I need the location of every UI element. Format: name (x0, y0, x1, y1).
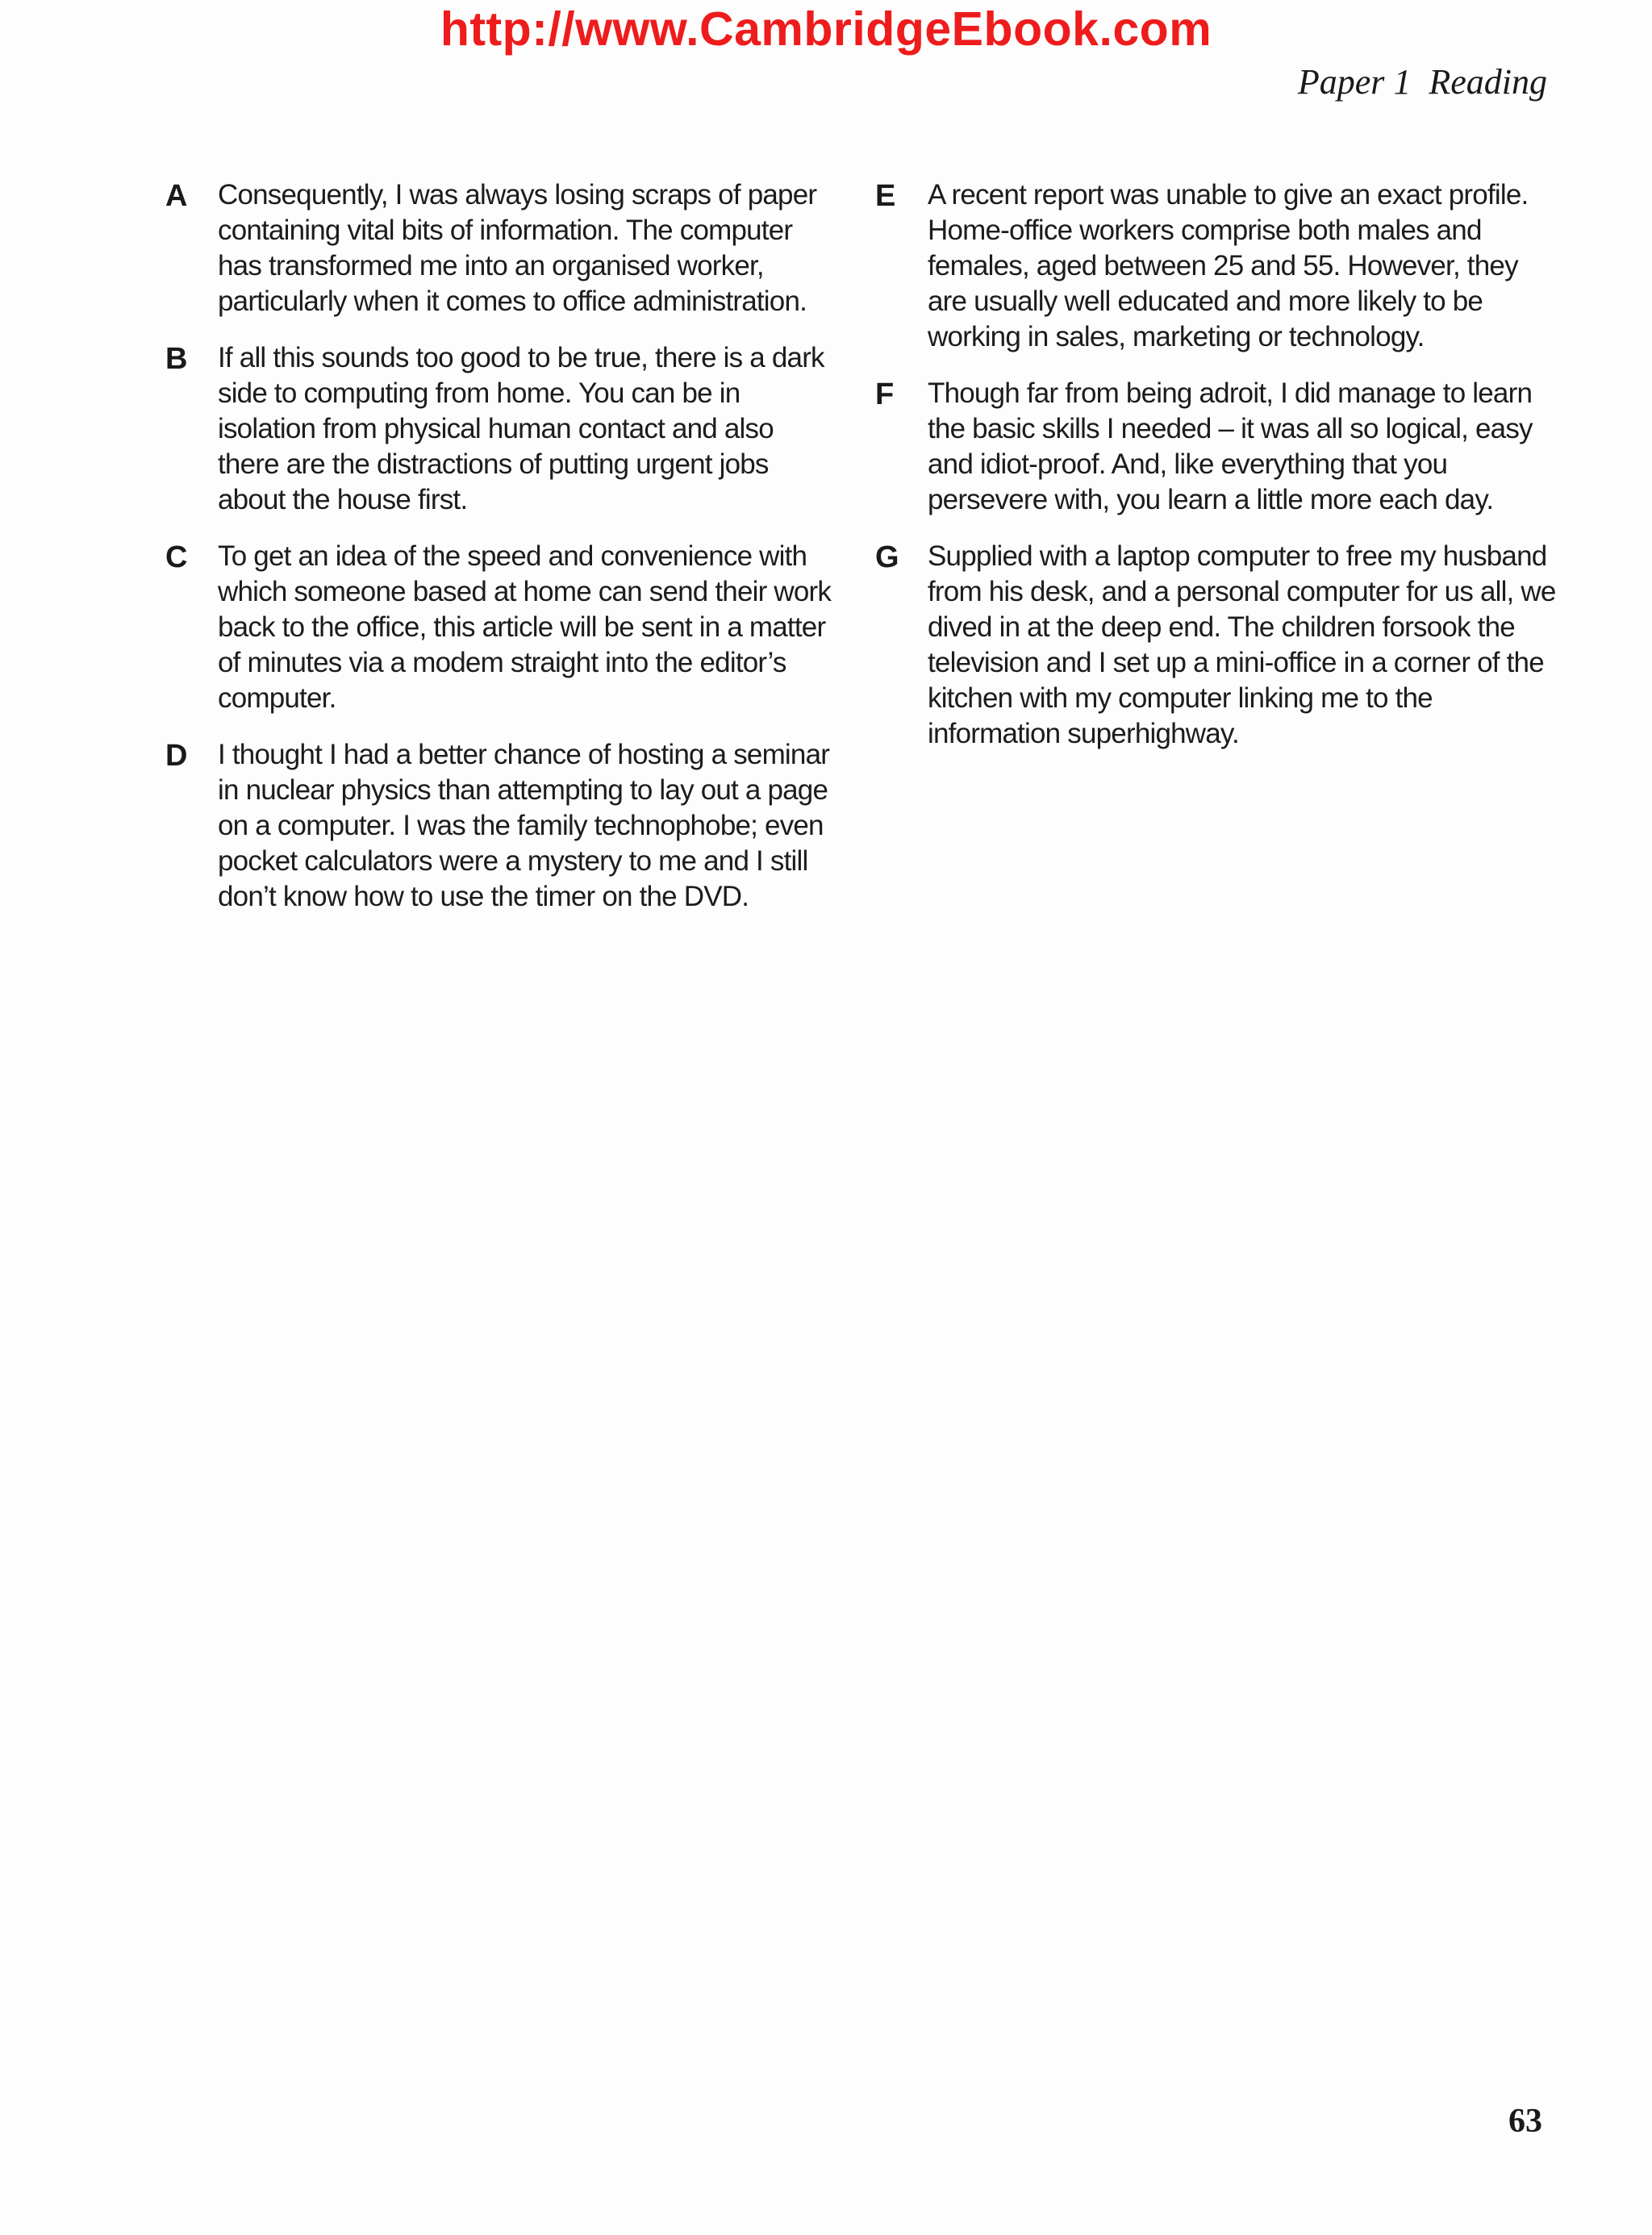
option-text: Supplied with a laptop computer to free my husband from his desk, and a personal computer for us all, we dived in at the deep end. The children forsook the television and I set up a mini-office in a corner of the kitchen with my computer linking me to the information superhighway. (928, 540, 1556, 749)
option-letter: D (165, 739, 188, 773)
option-text: Consequently, I was always losing scraps of paper containing vital bits of information. The computer has transformed me into an organised worker, particularly when it comes to office administration. (218, 179, 817, 317)
option-letter: F (875, 377, 895, 411)
option-e (871, 177, 1557, 355)
options-column-left (161, 177, 839, 936)
option-text: Though far from being adroit, I did manage to learn the basic skills I needed – it was all so logical, easy and idiot-proof. And, like everything that you persevere with, you learn a little more each day. (928, 377, 1533, 515)
option-text: A recent report was unable to give an exact profile. Home-office workers comprise both males and females, aged between 25 and 55. However, they are usually well educated and more likely to be working in sales, marketing or technology. (928, 179, 1529, 352)
option-c (161, 539, 839, 716)
page-number: 63 (1508, 2103, 1542, 2140)
option-letter: E (875, 179, 896, 213)
options-column-right (871, 177, 1557, 773)
option-letter: C (165, 540, 188, 574)
option-f (871, 376, 1557, 518)
running-head: Paper 1 Reading (1297, 62, 1547, 102)
option-d (161, 737, 839, 915)
option-letter: A (165, 179, 188, 213)
watermark-url[interactable]: http://www.CambridgeEbook.com (440, 2, 1212, 56)
option-letter: G (875, 540, 899, 574)
option-text: If all this sounds too good to be true, there is a dark side to computing from home. You can be in isolation from physical human contact and also there are the distractions of putting urgent jobs about the house first. (218, 342, 824, 515)
option-g (871, 539, 1557, 752)
option-text: To get an idea of the speed and convenience with which someone based at home can send their work back to the office, this article will be sent in a matter of minutes via a modem straight into the editor’s computer. (218, 540, 832, 714)
option-letter: B (165, 342, 188, 376)
option-b (161, 340, 839, 518)
option-text: I thought I had a better chance of hosting a seminar in nuclear physics than attempting to lay out a page on a computer. I was the family technophobe; even pocket calculators were a mystery to me and I still don’t know how to use the timer on the DVD. (218, 739, 830, 912)
option-a (161, 177, 839, 319)
